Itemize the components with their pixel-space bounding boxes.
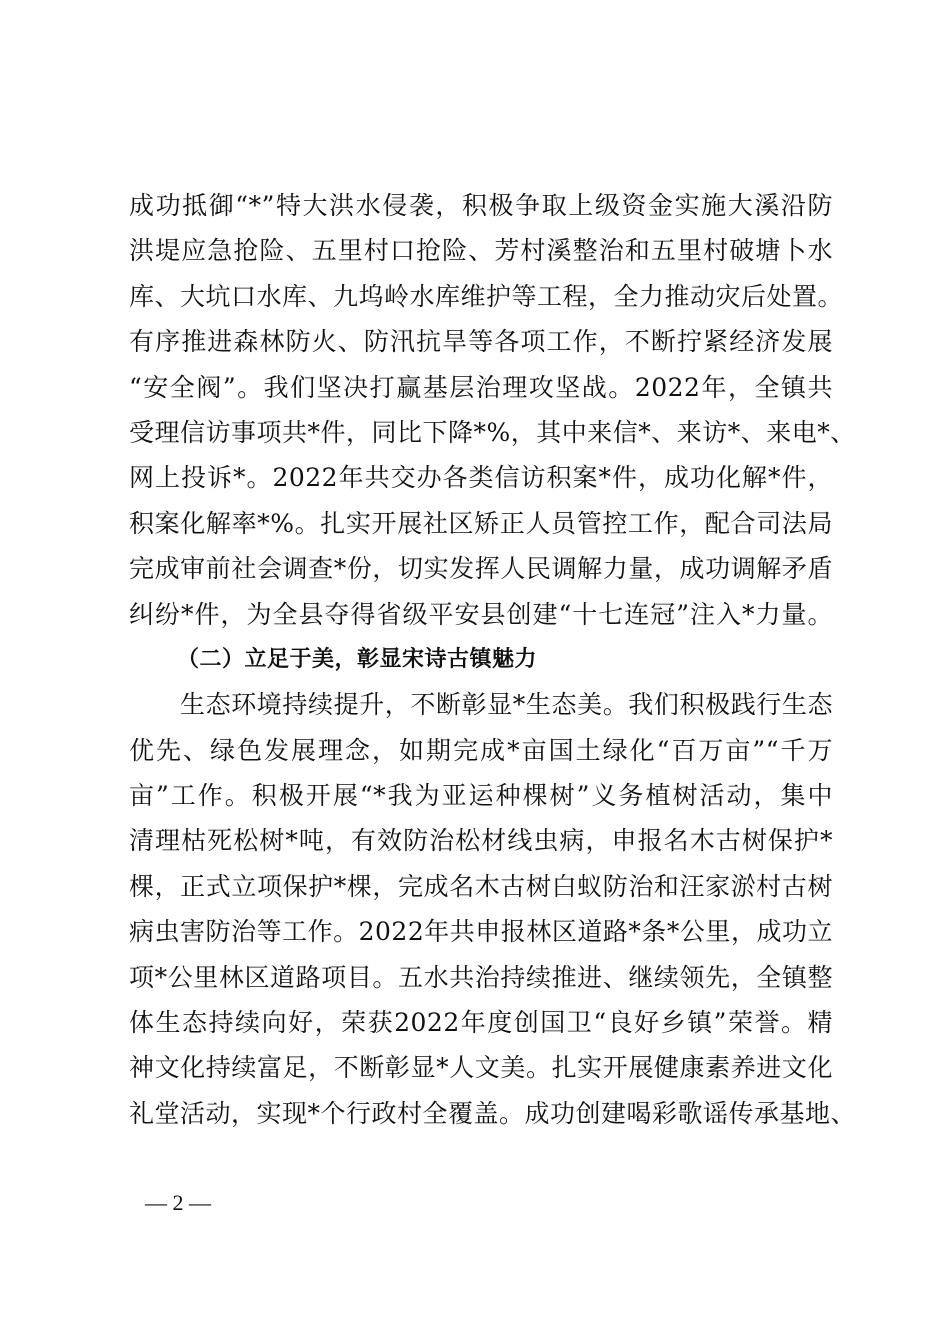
paragraph-line: 库、大坑口水库、九坞岭水库维护等工程，全力推动灾后处置。	[129, 281, 844, 311]
paragraph-line: “安全阀”。我们坚决打赢基层治理攻坚战。2022年，全镇共	[129, 372, 833, 402]
paragraph-line: 纠纷*件，为全县夺得省级平安县创建“十七连冠”注入*力量。	[129, 599, 833, 629]
paragraph-line: 成功抵御“*”特大洪水侵袭，积极争取上级资金实施大溪沿防	[129, 191, 833, 220]
paragraph-line: 完成审前社会调查*份，切实发挥人民调解力量，成功调解矛盾	[129, 554, 833, 584]
paragraph-line: 洪堤应急抢险、五里村口抢险、芳村溪整治和五里村破塘卜水	[129, 236, 833, 266]
page-number: — 2 —	[145, 1190, 211, 1215]
paragraph-line: 礼堂活动，实现*个行政村全覆盖。成功创建喝彩歌谣传承基地、	[129, 1098, 857, 1128]
paragraph-line: 受理信访事项共*件，同比下降*%，其中来信*、来访*、来电*、	[129, 417, 856, 447]
paragraph-line: 有序推进森林防火、防汛抗旱等各项工作，不断拧紧经济发展	[129, 327, 833, 357]
paragraph-line: 项*公里林区道路项目。五水共治持续推进、继续领先，全镇整	[129, 962, 833, 992]
paragraph-line: 亩”工作。积极开展“*我为亚运种棵树”义务植树活动，集中	[129, 781, 833, 811]
paragraph-line: 网上投诉*。2022年共交办各类信访积案*件，成功化解*件，	[129, 463, 833, 493]
paragraph-line: 优先、绿色发展理念，如期完成*亩国土绿化“百万亩”“千万	[129, 735, 833, 765]
paragraph-line: 棵，正式立项保护*棵，完成名木古树白蚁防治和汪家淤村古树	[129, 871, 833, 901]
paragraph-line: 生态环境持续提升，不断彰显*生态美。我们积极践行生态	[180, 690, 833, 720]
paragraph-line: 积案化解率*%。扎实开展社区矫正人员管控工作，配合司法局	[129, 508, 833, 538]
paragraph-line: 体生态持续向好，荣获2022年度创国卫“良好乡镇”荣誉。精	[129, 1008, 833, 1038]
section-heading: （二）立足于美，彰显宋诗古镇魅力	[177, 646, 538, 672]
paragraph-line: 病虫害防治等工作。2022年共申报林区道路*条*公里，成功立	[129, 917, 833, 947]
document-body	[129, 183, 857, 1136]
paragraph-line: 清理枯死松树*吨，有效防治松材线虫病，申报名木古树保护*	[129, 826, 833, 856]
paragraph-line: 神文化持续富足，不断彰显*人文美。扎实开展健康素养进文化	[129, 1053, 833, 1083]
